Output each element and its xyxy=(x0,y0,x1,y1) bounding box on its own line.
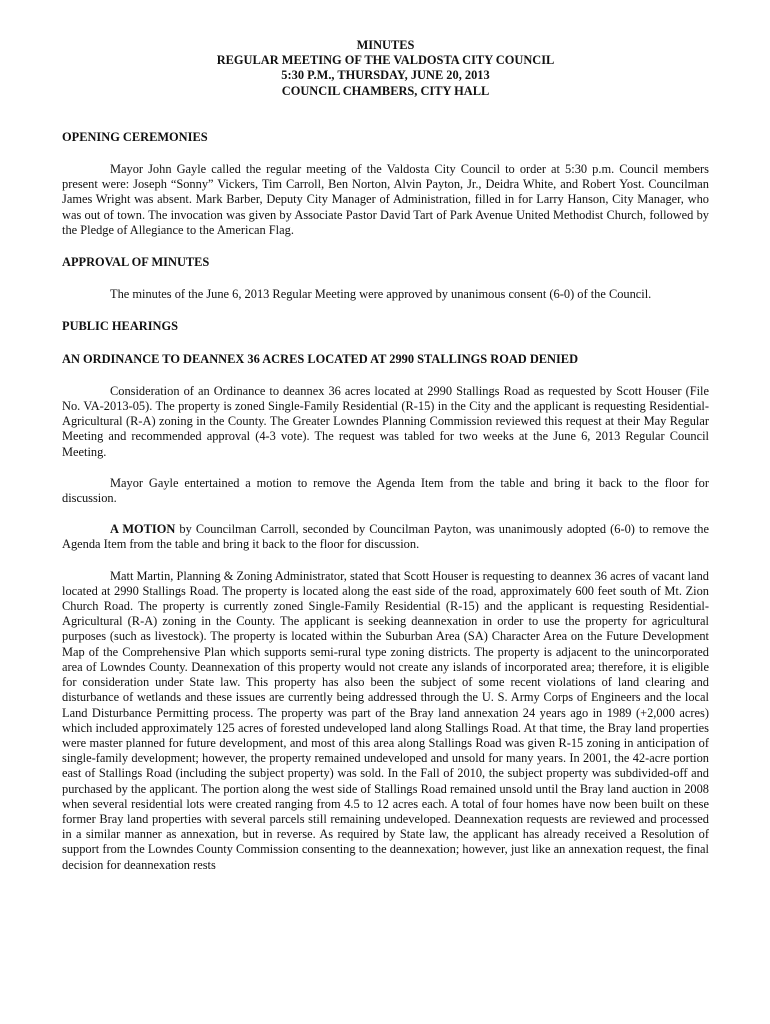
paragraph-mayor-motion: Mayor Gayle entertained a motion to remove the Agenda Item from the table and bring it back to the floor for discussion. xyxy=(62,475,709,506)
header-meeting: REGULAR MEETING OF THE VALDOSTA CITY COUNCIL xyxy=(216,53,555,68)
header-title: MINUTES xyxy=(356,38,415,52)
document-page xyxy=(62,38,709,873)
paragraph-approval: The minutes of the June 6, 2013 Regular Meeting were approved by unanimous consent (6-0) of the Council. xyxy=(110,287,652,302)
heading-approval-of-minutes: APPROVAL OF MINUTES xyxy=(62,255,210,270)
motion-text: by Councilman Carroll, seconded by Councilman Payton, was unanimously adopted (6-0) to remove the Agenda Item from the table and bring it back to the floor for discussion. xyxy=(62,522,709,552)
paragraph-motion-adopted xyxy=(62,522,709,552)
motion-lead: A MOTION xyxy=(110,522,176,537)
header-datetime: 5:30 P.M., THURSDAY, JUNE 20, 2013 xyxy=(281,68,490,83)
paragraph-opening: Mayor John Gayle called the regular meeting of the Valdosta City Council to order at 5:30 p.m. Council members present were: Joseph “Sonny” Vickers, Tim Carroll, Ben Norton, Alvin Payton, Jr., Deidra White, and Robert Yost. Councilman James Wright was absent. Mark Barber, Deputy City Manager of Administration, filled in for Larry Hanson, City Manager, who was out of town. The invocation was given by Associate Pastor David Tart of Park Avenue United Methodist Church, followed by the Pledge of Allegiance to the American Flag. xyxy=(62,162,709,237)
paragraph-ordinance-consideration: Consideration of an Ordinance to deannex 36 acres located at 2990 Stallings Road as requested by Scott Houser (File No. VA-2013-05). The property is zoned Single-Family Residential (R-15) in the City and the applicant is requesting Residential-Agricultural (R-A) zoning in the County. The Greater Lowndes Planning Commission reviewed this request at their May Regular Meeting and recommended approval (4-3 vote). The request was tabled for two weeks at the June 6, 2013 Regular Council Meeting. xyxy=(62,383,709,459)
document-header xyxy=(62,38,709,99)
heading-public-hearings: PUBLIC HEARINGS xyxy=(62,319,179,334)
header-location: COUNCIL CHAMBERS, CITY HALL xyxy=(281,83,490,98)
heading-opening-ceremonies: OPENING CEREMONIES xyxy=(62,129,208,144)
paragraph-planning-statement: Matt Martin, Planning & Zoning Administrator, stated that Scott Houser is requesting to deannex 36 acres of vacant land located at 2990 Stallings Road. The property is located along the east side of the road, approximately 600 feet south of Mt. Zion Church Road. The property is currently zoned Single-Family Residential (R-15) and the applicant is requesting Residential-Agricultural (R-A) zoning in the County. The applicant is seeking deannexation in order to use the property for agricultural purposes (such as livestock). The property is located within the Suburban Area (SA) Character Area on the Future Development Map of the Comprehensive Plan which supports semi-rural type zoning districts. The property is adjacent to the unincorporated area of Lowndes County. Deannexation of this property would not create any islands of incorporated area; therefore, it is eligible for consideration under State law. This property has also been the subject of some recent violations of land clearing and disturbance of wetlands and these issues are currently being addressed through the U. S. Army Corps of Engineers and the local Land Disturbance Permitting process. The property was part of the Bray land annexation 24 years ago in 1989 (+2,000 acres) which included approximately 125 acres of forested undeveloped land along Stallings Road. At that time, the Bray land properties were master planned for future development, and most of this area along Stallings Road was given R-15 zoning in anticipation of single-family development; however, the property remained undeveloped and unsold for many years. In 2001, the 42-acre portion east of Stallings Road (including the subject property) was sold. In the Fall of 2010, the subject property was subdivided-off and purchased by the applicant. The portion along the west side of Stallings Road remained unsold until the Bray land auction in 2008 when several residential lots were created ranging from 4.5 to 12 acres each. A total of four homes have now been built on these former Bray land properties with several parcels still remaining undeveloped. Deannexation requests are reviewed and processed in a similar manner as annexation, but in reverse. As required by State law, the applicant has already received a Resolution of support from the Lowndes County Commission consenting to the deannexation; however, just like an annexation request, the final decision for deannexation rests xyxy=(62,568,709,872)
heading-ordinance: AN ORDINANCE TO DEANNEX 36 ACRES LOCATED AT 2990 STALLINGS ROAD DENIED xyxy=(62,351,579,366)
